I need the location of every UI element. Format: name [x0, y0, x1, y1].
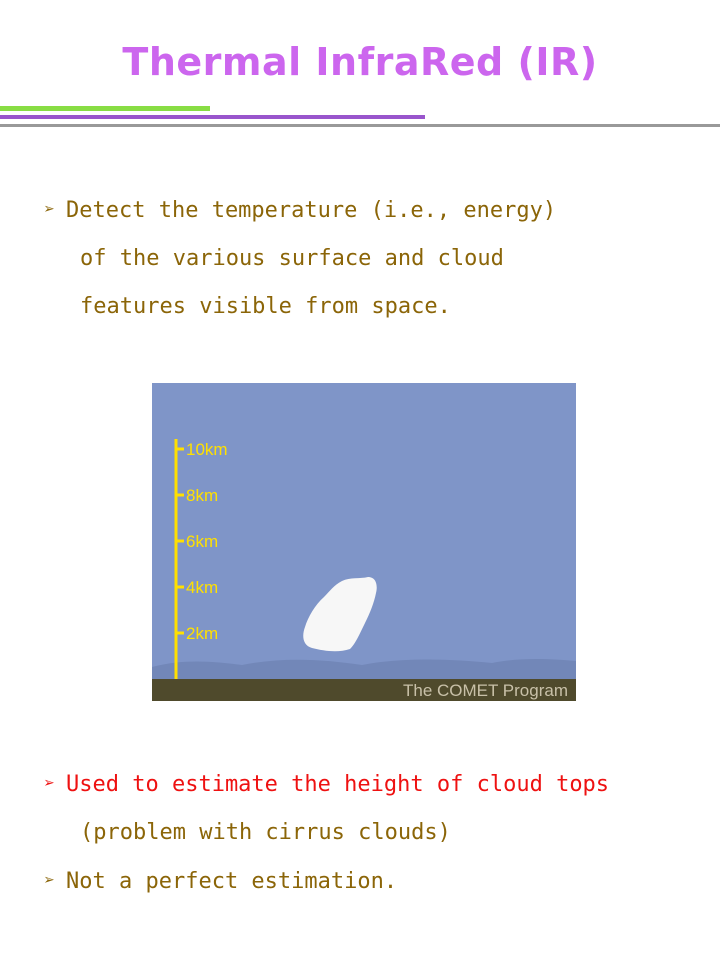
arrow-bullet-icon: ➢	[44, 199, 55, 220]
bullet-detect-temperature	[44, 186, 556, 331]
height-tick-label: 4km	[186, 578, 219, 597]
cloud-height-figure	[152, 383, 576, 701]
height-tick-label: 2km	[186, 624, 219, 643]
height-tick-label: 6km	[186, 532, 219, 551]
height-tick-label: 10km	[186, 440, 228, 459]
bullet-line	[44, 857, 609, 906]
arrow-bullet-icon: ➢	[44, 773, 55, 794]
title-rule-green	[0, 106, 210, 111]
bullet-text: Not a perfect estimation.	[66, 869, 398, 894]
bullet-text: Detect the temperature (i.e., energy)	[66, 198, 557, 223]
comet-credit: The COMET Program	[402, 681, 568, 700]
title-rule-purple	[0, 115, 425, 119]
bullet-line	[44, 186, 556, 235]
height-tick-label: 8km	[186, 486, 219, 505]
bullet-text-highlight: Used to estimate the height of cloud tops	[66, 772, 610, 797]
bullet-line: (problem with cirrus clouds)	[80, 820, 451, 845]
bullet-height-estimation	[44, 760, 609, 906]
title-rule-gray	[0, 124, 720, 127]
bullet-line	[44, 760, 609, 809]
bullet-line: features visible from space.	[80, 294, 451, 319]
slide-title: Thermal InfraRed (IR)	[122, 40, 598, 84]
bullet-line: of the various surface and cloud	[80, 246, 504, 271]
arrow-bullet-icon: ➢	[44, 870, 55, 891]
